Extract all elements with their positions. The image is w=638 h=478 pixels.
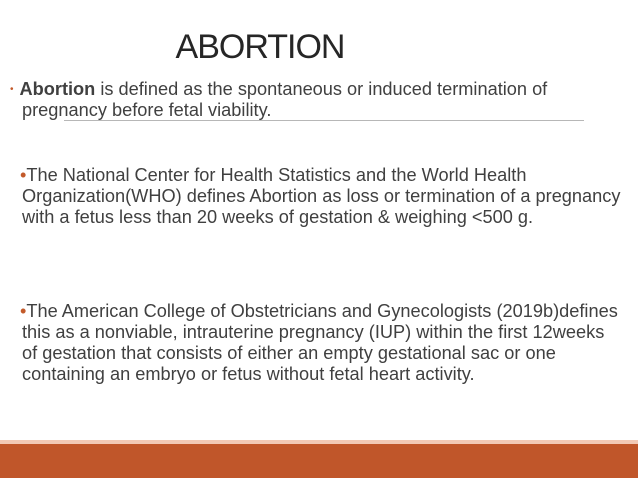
paragraph-definition (10, 79, 622, 121)
paragraph-acog (22, 301, 622, 385)
paragraph-nchs-who (22, 165, 622, 228)
nchs-who-text: The National Center for Health Statistics and the World Health Organization(WHO) defines Abortion as loss or termination of a pregnancy with a fetus less than 20 weeks of gestation & weighing <500 g. (22, 165, 621, 227)
divider-line (64, 120, 584, 121)
definition-text: is defined as the spontaneous or induced termination of pregnancy before fetal viability. (22, 79, 548, 120)
acog-text: The American College of Obstetricians and Gynecologists (2019b)defines this as a nonviable, intrauterine pregnancy (IUP) within the first 12weeks of gestation that consists of either an empty gestational sac or one containing an embryo or fetus without fetal heart activity. (22, 301, 618, 384)
slide-title: ABORTION (175, 28, 345, 66)
bullet-icon: • (20, 165, 27, 185)
bullet-icon: • (20, 301, 27, 321)
term-bold: Abortion (19, 79, 96, 99)
footer-bar (0, 444, 638, 478)
bullet-icon: • (10, 84, 14, 95)
